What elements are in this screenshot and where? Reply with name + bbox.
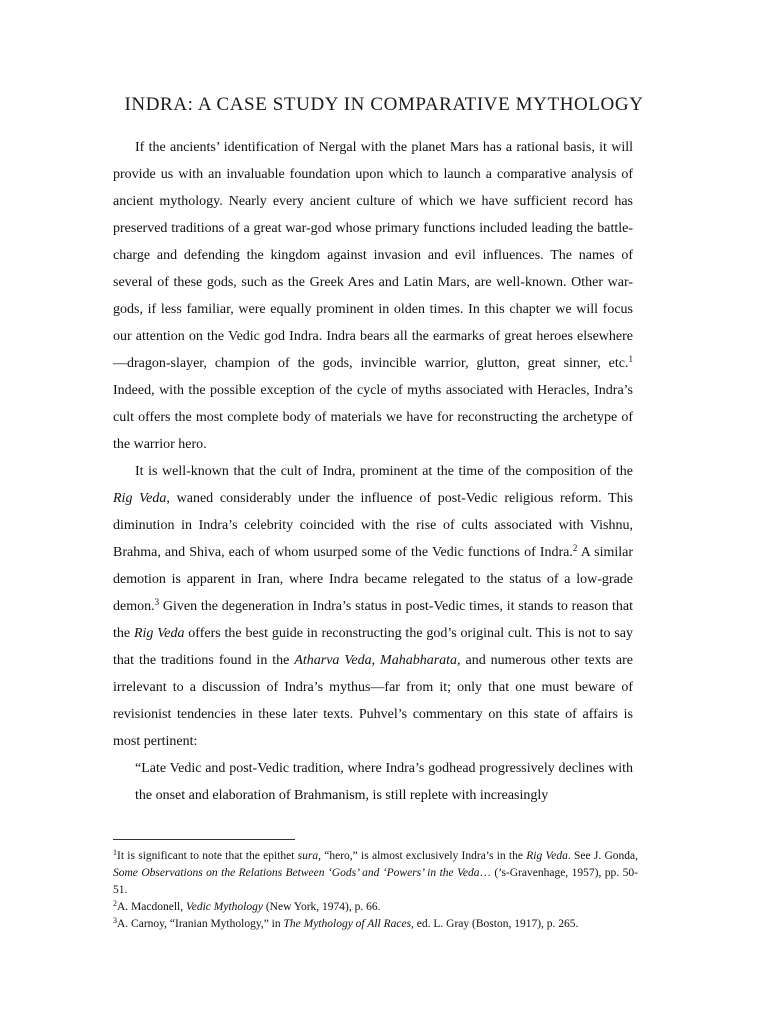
- footnotes: [113, 848, 638, 933]
- body-text: [113, 134, 633, 809]
- paragraph-1: If the ancients’ identification of Nergal with the planet Mars has a rational basis, it will provide us with an invaluable foundation upon which to launch a comparative analysis of ancient mythology. Nearly every ancient culture of which we have sufficient record has preserved traditions of a great war-god whose primary functions included leading the battle-charge and defending the kingdom against invasion and evil influences. The names of several of these gods, such as the Greek Ares and Latin Mars, are well-known. Other war-gods, if less familiar, were equally prominent in olden times. In this chapter we will focus our attention on the Vedic god Indra. Indra bears all the earmarks of great heroes elsewhere—dragon-slayer, champion of the gods, invincible warrior, glutton, great sinner, etc.$^1$ Indeed, with the possible exception of the cycle of myths associated with Heracles, Indra’s cult offers the most complete body of materials we have for reconstructing the archetype of the warrior hero.: [113, 140, 633, 452]
- footnote-2: $^2$A. Macdonell, Vedic Mythology (New York, 1974), p. 66.: [113, 899, 381, 913]
- paragraph-2: It is well-known that the cult of Indra, prominent at the time of the composition of the Rig Veda, waned considerably under the influence of post-Vedic religious reform. This diminution in Indra’s celebrity coincided with the rise of cults associated with Vishnu, Brahma, and Shiva, each of whom usurped some of the Vedic functions of Indra.$^2$ A similar demotion is apparent in Iran, where Indra became relegated to the status of a low-grade demon.$^3$ Given the degeneration in Indra’s status in post-Vedic times, it stands to reason that the Rig Veda offers the best guide in reconstructing the god’s original cult. This is not to say that the traditions found in the Atharva Veda, Mahabharata, and numerous other texts are irrelevant to a discussion of Indra’s mythus—far from it; only that one must beware of revisionist tendencies in these later texts. Puhvel’s commentary on this state of affairs is most pertinent:: [113, 464, 634, 749]
- footnote-ref-2: 2: [572, 543, 578, 553]
- footnote-ref-1: 1: [628, 354, 633, 364]
- chapter-title: INDRA: A CASE STUDY IN COMPARATIVE MYTHOLOGY: [124, 94, 644, 115]
- footnote-divider: [113, 839, 295, 840]
- footnote-3: $^3$A. Carnoy, “Iranian Mythology,” in The Mythology of All Races, ed. L. Gray (Boston, 1917), p. 265.: [113, 916, 579, 930]
- footnote-1: $^1$It is significant to note that the epithet sura, “hero,” is almost exclusively Indra’s in the Rig Veda. See J. Gonda, Some Observations on the Relations Between ‘Gods’ and ‘Powers’ in the Veda… (’s-Gravenhage, 1957), pp. 50-51.: [113, 848, 638, 896]
- block-quote: “Late Vedic and post-Vedic tradition, where Indra’s godhead progressively declines with the onset and elaboration of Brahmanism, is still replete with increasingly: [135, 761, 633, 803]
- footnote-ref-3: 3: [154, 597, 160, 607]
